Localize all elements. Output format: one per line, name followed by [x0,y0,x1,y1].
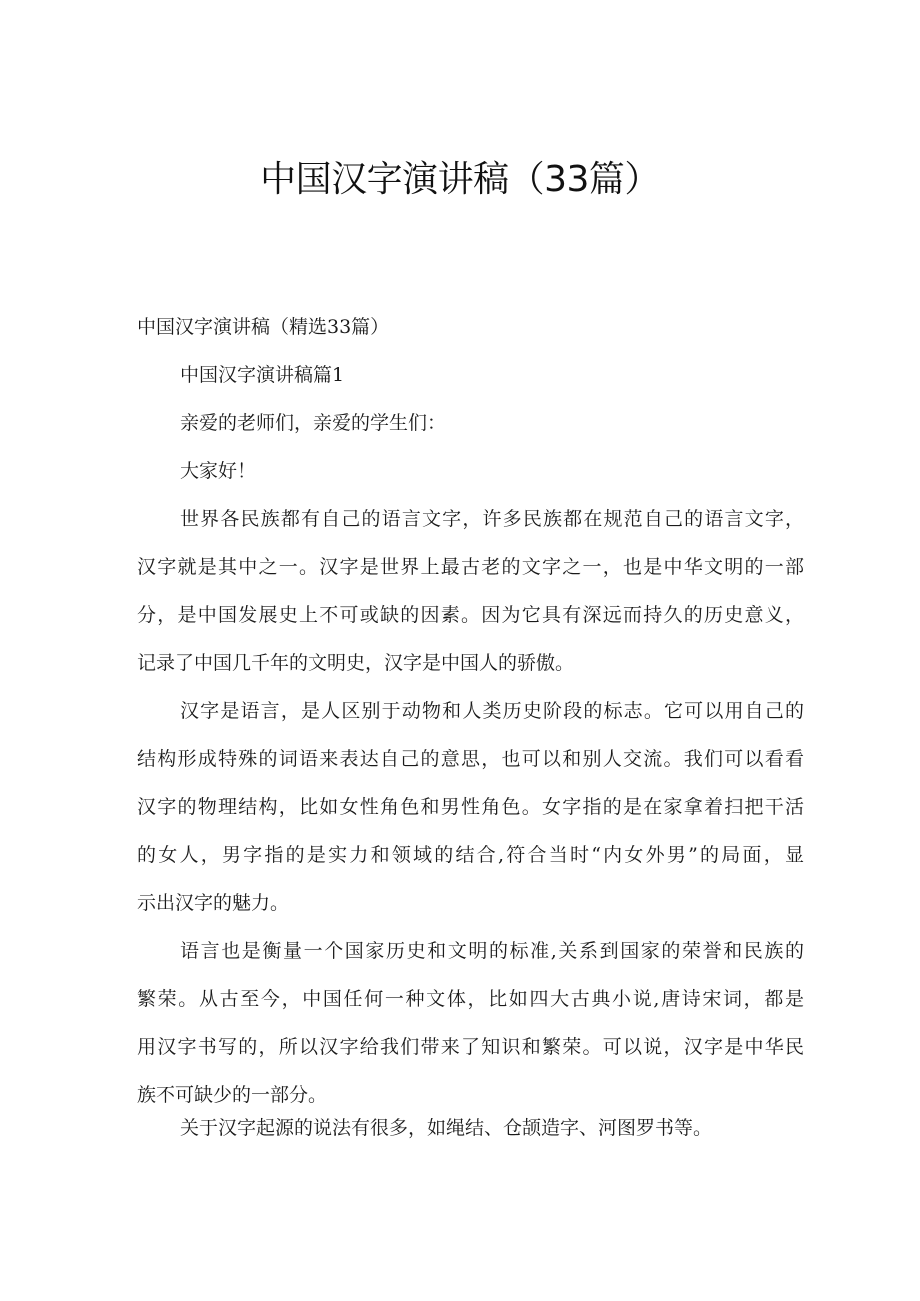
paragraph-line: 结构形成特殊的词语来表达自己的意思，也可以和别人交流。我们可以看看 [137,748,804,770]
salutation: 亲爱的老师们，亲爱的学生们： [180,412,447,434]
paragraph-line: 族不可缺少的一部分。 [137,1084,328,1106]
paragraph-line: 的女人，男字指的是实力和领域的结合,符合当时“内女外男”的局面，显 [137,844,804,866]
greeting: 大家好！ [180,460,257,482]
paragraph-line: 用汉字书写的，所以汉字给我们带来了知识和繁荣。可以说，汉字是中华民 [137,1036,804,1058]
paragraph-line: 记录了中国几千年的文明史，汉字是中国人的骄傲。 [137,652,575,674]
paragraph-line: 示出汉字的魅力。 [137,892,290,914]
paragraph-line: 汉字的物理结构，比如女性角色和男性角色。女字指的是在家拿着扫把干活 [137,796,804,818]
paragraph-line: 语言也是衡量一个国家历史和文明的标准,关系到国家的荣誉和民族的 [180,940,804,962]
paragraph-line: 汉字就是其中之一。汉字是世界上最古老的文字之一，也是中华文明的一部 [137,556,804,578]
paragraph-line: 繁荣。从古至今，中国任何一种文体，比如四大古典小说,唐诗宋词，都是 [137,988,804,1010]
document-subtitle: 中国汉字演讲稿（精选33篇） [137,316,390,338]
paragraph-line: 汉字是语言，是人区别于动物和人类历史阶段的标志。它可以用自己的 [180,700,804,722]
paragraph-line: 世界各民族都有自己的语言文字，许多民族都在规范自己的语言文字， [180,508,804,530]
document-title: 中国汉字演讲稿（33篇） [260,159,660,200]
paragraph-line: 分，是中国发展史上不可或缺的因素。因为它具有深远而持久的历史意义， [137,604,804,626]
paragraph-line: 关于汉字起源的说法有很多，如绳结、仓颉造字、河图罗书等。 [180,1117,713,1139]
section-heading: 中国汉字演讲稿篇1 [180,364,345,386]
